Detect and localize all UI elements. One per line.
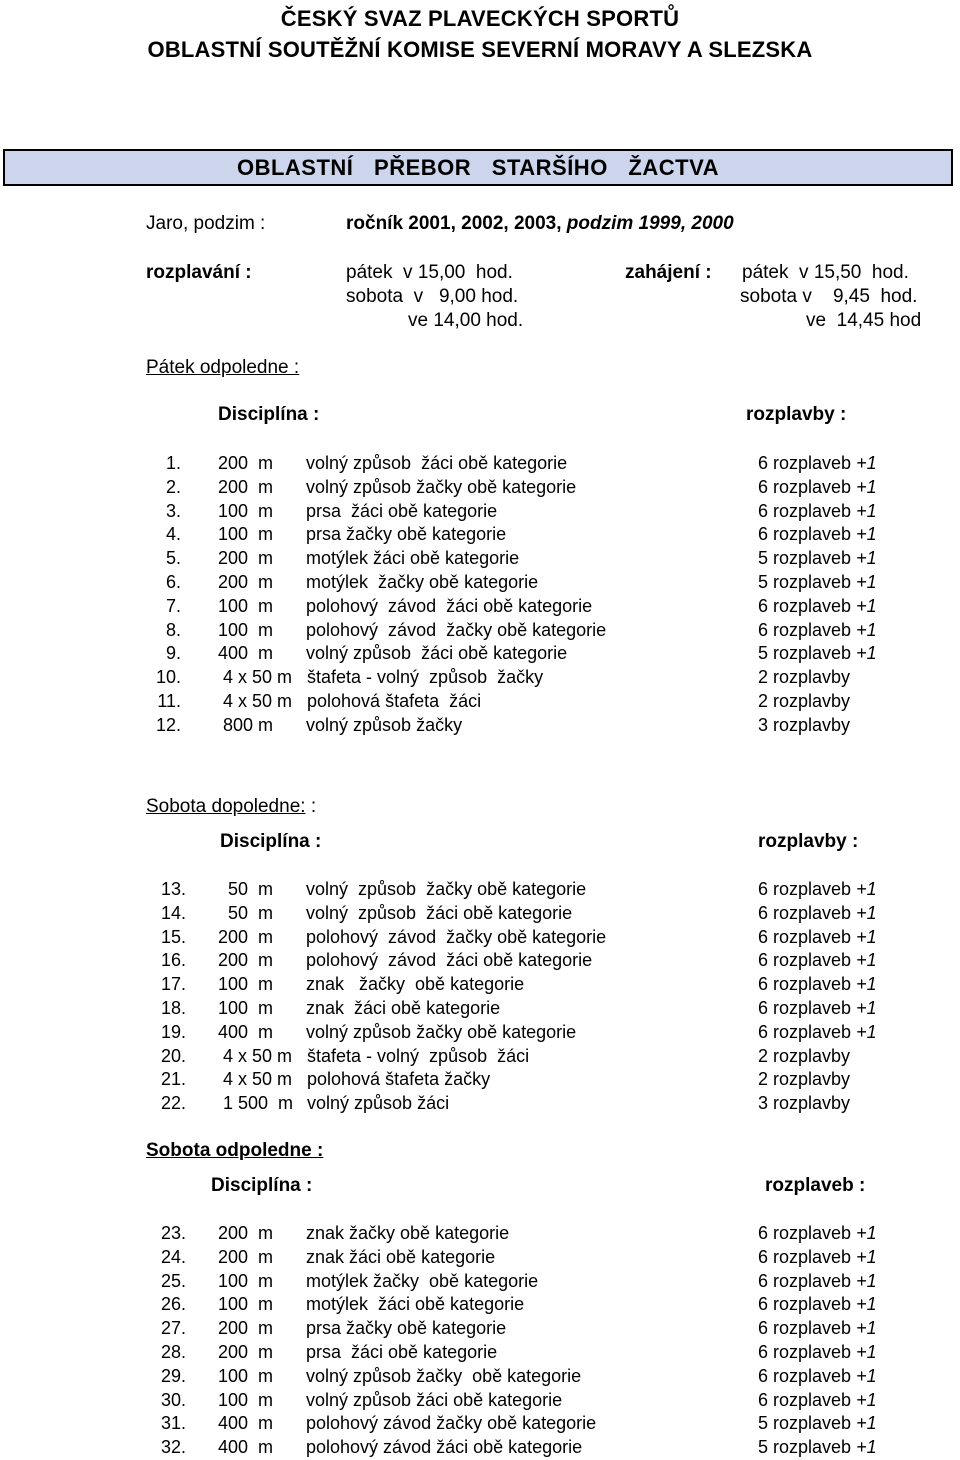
event-name: volný způsob žačky obě kategorie [306, 1021, 577, 1042]
event-heats [758, 522, 877, 546]
event-heats [758, 1020, 877, 1044]
heats-count: 2 rozplavby [758, 691, 851, 711]
event-heats [758, 1221, 877, 1245]
saturday-am-section-colon: : [305, 796, 317, 817]
event-name: volný způsob žáci obě kategorie [306, 453, 568, 473]
event-row [0, 996, 960, 1020]
heats-extra: +1 [851, 595, 877, 616]
event-row [0, 1340, 960, 1364]
event-heats [758, 689, 850, 713]
heats-count: 6 rozplaveb [758, 1365, 852, 1386]
heats-count: 2 rozplavby [758, 1069, 851, 1090]
event-heats [758, 1245, 877, 1269]
event-number: 29. [160, 1365, 186, 1386]
heats-extra: +1 [851, 1270, 877, 1291]
event-number: 12. [155, 714, 181, 735]
event-distance: 4 x 50 m [218, 667, 293, 688]
event-distance: 200 m [218, 1246, 274, 1267]
heats-count: 6 rozplaveb [758, 1223, 852, 1243]
event-name: volný způsob žačky obě kategorie [306, 1365, 582, 1386]
event-distance: 200 m [218, 572, 274, 592]
heats-count: 3 rozplavby [758, 1093, 851, 1114]
event-number: 17. [160, 974, 186, 995]
heats-count: 5 rozplaveb [758, 572, 852, 592]
saturday-am-section [146, 796, 316, 818]
event-name: motýlek žáci obě kategorie [306, 1294, 525, 1315]
event-name: polohový závod žáci obě kategorie [306, 595, 593, 616]
heats-extra: +1 [851, 476, 877, 497]
start-saturday: sobota v 9,45 hod. [740, 286, 918, 307]
event-distance: 200 m [218, 1318, 274, 1339]
event-row [0, 689, 960, 713]
event-name: polohová štafeta žáci [307, 691, 482, 711]
start-friday: pátek v 15,50 hod. [742, 262, 909, 283]
event-distance: 200 m [218, 950, 274, 971]
heats-count: 6 rozplaveb [758, 1342, 852, 1362]
heats-count: 6 rozplaveb [758, 1246, 852, 1267]
event-heats [758, 1411, 877, 1435]
event-heats [758, 1269, 877, 1293]
heats-count: 6 rozplaveb [758, 974, 852, 995]
heats-extra: +1 [851, 572, 877, 592]
vintage-value [346, 213, 734, 235]
event-heats [758, 877, 877, 901]
event-row [0, 475, 960, 499]
heats-count: 6 rozplaveb [758, 950, 852, 971]
event-heats [758, 1364, 877, 1388]
event-number: 8. [165, 619, 181, 640]
event-number: 31. [160, 1413, 186, 1434]
saturday-pm-col-discipline: Disciplína : [211, 1175, 313, 1196]
event-distance: 200 m [218, 476, 274, 497]
event-number: 6. [165, 572, 181, 592]
friday-col-discipline: Disciplína : [218, 404, 320, 425]
event-distance: 100 m [218, 974, 274, 995]
heats-extra: +1 [851, 1021, 877, 1042]
event-row [0, 1091, 960, 1115]
event-row [0, 499, 960, 523]
heats-extra: +1 [851, 974, 877, 995]
event-heats [758, 1091, 850, 1115]
event-name: motýlek žáci obě kategorie [306, 548, 520, 569]
event-name: znak žáci obě kategorie [306, 998, 501, 1018]
event-heats [758, 451, 877, 475]
heats-extra: +1 [851, 524, 877, 545]
event-heats [758, 1388, 877, 1412]
heats-count: 6 rozplaveb [758, 524, 852, 545]
event-number: 11. [157, 691, 181, 711]
event-name: znak žáci obě kategorie [306, 1246, 496, 1267]
event-row [0, 641, 960, 665]
event-name: prsa žáci obě kategorie [306, 1342, 498, 1362]
friday-section-title: Pátek odpoledne : [146, 357, 300, 378]
event-distance: 100 m [218, 998, 274, 1018]
event-number: 23. [160, 1223, 186, 1243]
event-name: prsa žačky obě kategorie [306, 524, 507, 545]
heats-extra: +1 [851, 1413, 877, 1434]
event-name: volný způsob žáci [307, 1093, 450, 1114]
heats-count: 6 rozplaveb [758, 1021, 852, 1042]
event-name: motýlek žačky obě kategorie [306, 572, 539, 592]
heats-count: 2 rozplavby [758, 1045, 851, 1066]
vintage-autumn: podzim 1999, 2000 [566, 213, 734, 234]
event-row [0, 570, 960, 594]
event-row [0, 546, 960, 570]
championship-banner [3, 149, 953, 186]
event-row [0, 972, 960, 996]
heats-count: 3 rozplavby [758, 714, 851, 735]
heats-count: 5 rozplaveb [758, 548, 852, 569]
heats-extra: +1 [851, 548, 877, 569]
heats-count: 6 rozplaveb [758, 1389, 852, 1410]
event-heats [758, 925, 877, 949]
event-distance: 400 m [218, 1021, 274, 1042]
friday-col-heats: rozplavby : [746, 404, 847, 425]
saturday-am-section-title: Sobota dopoledne: [146, 796, 306, 817]
event-number: 13. [160, 879, 186, 899]
event-heats [758, 594, 877, 618]
event-heats [758, 1340, 877, 1364]
event-distance: 100 m [218, 619, 274, 640]
heats-extra: +1 [851, 902, 877, 923]
event-row [0, 948, 960, 972]
event-name: znak žačky obě kategorie [306, 1223, 510, 1243]
heats-extra: +1 [851, 500, 877, 521]
event-distance: 200 m [218, 1342, 274, 1362]
event-distance: 800 m [218, 714, 274, 735]
event-name: volný způsob žáci obě kategorie [306, 902, 573, 923]
saturday-pm-col-heats: rozplaveb : [765, 1175, 866, 1196]
federation-title: ČESKÝ SVAZ PLAVECKÝCH SPORTŮ [280, 6, 680, 31]
event-distance: 100 m [218, 1270, 274, 1291]
heats-extra: +1 [851, 879, 877, 899]
championship-title: OBLASTNÍ PŘEBOR STARŠÍHO ŽACTVA [236, 155, 720, 180]
heats-extra: +1 [851, 1389, 877, 1410]
event-heats [758, 1067, 850, 1091]
heats-extra: +1 [851, 1223, 877, 1243]
event-number: 3. [165, 500, 181, 521]
heats-count: 6 rozplaveb [758, 1270, 852, 1291]
heats-count: 6 rozplaveb [758, 595, 852, 616]
heats-extra: +1 [851, 1342, 877, 1362]
vintage-label: Jaro, podzim : [146, 213, 266, 234]
event-row [0, 1067, 960, 1091]
event-number: 22. [160, 1093, 186, 1114]
event-heats [758, 972, 877, 996]
event-number: 24. [160, 1246, 186, 1267]
event-name: motýlek žačky obě kategorie [306, 1270, 539, 1291]
event-number: 28. [160, 1342, 186, 1362]
event-distance: 100 m [218, 524, 274, 545]
heats-count: 6 rozplaveb [758, 619, 852, 640]
heats-extra: +1 [851, 619, 877, 640]
heats-extra: +1 [851, 998, 877, 1018]
event-heats [758, 948, 877, 972]
heats-count: 6 rozplaveb [758, 926, 852, 947]
vintage-years: ročník 2001, 2002, 2003, [346, 213, 562, 234]
event-heats [758, 570, 877, 594]
event-distance: 200 m [218, 1223, 274, 1243]
event-row [0, 451, 960, 475]
event-distance: 100 m [218, 500, 274, 521]
event-number: 32. [160, 1437, 186, 1458]
event-row [0, 1435, 960, 1459]
event-distance: 400 m [218, 643, 274, 664]
event-heats [758, 499, 877, 523]
saturday-am-col-heats: rozplavby : [758, 831, 859, 852]
heats-count: 6 rozplaveb [758, 500, 852, 521]
event-distance: 400 m [218, 1413, 274, 1434]
event-heats [758, 1044, 850, 1068]
heats-count: 6 rozplaveb [758, 1318, 852, 1339]
heats-extra: +1 [851, 1437, 877, 1458]
heats-extra: +1 [851, 1318, 877, 1339]
event-distance: 200 m [218, 926, 274, 947]
committee-title: OBLASTNÍ SOUTĚŽNÍ KOMISE SEVERNÍ MORAVY A SLEZSKA [147, 37, 813, 62]
heats-extra: +1 [851, 926, 877, 947]
event-name: polohový závod žačky obě kategorie [306, 926, 607, 947]
event-number: 30. [160, 1389, 186, 1410]
heats-count: 5 rozplaveb [758, 643, 852, 664]
event-row [0, 1245, 960, 1269]
event-name: štafeta - volný způsob žačky [307, 667, 544, 688]
heats-extra: +1 [851, 1365, 877, 1386]
event-number: 20. [160, 1045, 186, 1066]
event-name: prsa žačky obě kategorie [306, 1318, 507, 1339]
event-heats [758, 1316, 877, 1340]
event-name: polohová štafeta žačky [307, 1069, 491, 1090]
event-row [0, 1269, 960, 1293]
event-row [0, 1221, 960, 1245]
event-row [0, 1411, 960, 1435]
event-name: štafeta - volný způsob žáci [307, 1045, 530, 1066]
saturday-pm-section-title: Sobota odpoledne : [146, 1140, 324, 1161]
event-heats [758, 901, 877, 925]
event-distance: 100 m [218, 1294, 274, 1315]
start-afternoon: ve 14,45 hod [806, 310, 922, 331]
event-heats [758, 618, 877, 642]
event-heats [758, 1435, 877, 1459]
event-distance: 200 m [218, 548, 274, 569]
event-name: volný způsob žačky [306, 714, 463, 735]
event-heats [758, 641, 877, 665]
heats-count: 6 rozplaveb [758, 879, 852, 899]
event-name: polohový závod žáci obě kategorie [306, 950, 593, 971]
event-distance: 4 x 50 m [218, 1045, 293, 1066]
event-distance: 4 x 50 m [218, 1069, 293, 1090]
event-number: 15. [160, 926, 186, 947]
event-number: 18. [160, 998, 186, 1018]
event-number: 21. [160, 1069, 186, 1090]
event-row [0, 925, 960, 949]
event-row [0, 1044, 960, 1068]
warmup-friday: pátek v 15,00 hod. [346, 262, 513, 283]
event-row [0, 1364, 960, 1388]
event-distance: 100 m [218, 1365, 274, 1386]
event-number: 5. [165, 548, 181, 569]
event-distance: 1 500 m [218, 1093, 294, 1114]
event-number: 19. [160, 1021, 186, 1042]
event-distance: 400 m [218, 1437, 274, 1458]
heats-extra: +1 [851, 1294, 877, 1315]
event-name: volný způsob žáci obě kategorie [306, 643, 568, 664]
heats-extra: +1 [851, 1246, 877, 1267]
event-row [0, 1020, 960, 1044]
event-number: 25. [160, 1270, 186, 1291]
event-row [0, 1292, 960, 1316]
heats-extra: +1 [851, 453, 877, 473]
warmup-saturday: sobota v 9,00 hod. [346, 286, 519, 307]
event-row [0, 877, 960, 901]
event-heats [758, 546, 877, 570]
event-heats [758, 1292, 877, 1316]
event-number: 26. [160, 1294, 186, 1315]
event-number: 10. [155, 667, 181, 688]
event-row [0, 618, 960, 642]
event-name: volný způsob žáci obě kategorie [306, 1389, 563, 1410]
event-row [0, 665, 960, 689]
event-row [0, 1316, 960, 1340]
heats-count: 5 rozplaveb [758, 1437, 852, 1458]
event-distance: 50 m [218, 879, 274, 899]
event-name: prsa žáci obě kategorie [306, 500, 498, 521]
event-name: znak žačky obě kategorie [306, 974, 525, 995]
heats-count: 6 rozplaveb [758, 453, 852, 473]
heats-count: 6 rozplaveb [758, 902, 852, 923]
event-distance: 50 m [218, 902, 274, 923]
event-number: 9. [165, 643, 181, 664]
event-name: polohový závod žačky obě kategorie [306, 619, 607, 640]
saturday-am-col-discipline: Disciplína : [220, 831, 322, 852]
event-row [0, 594, 960, 618]
event-distance: 100 m [218, 595, 274, 616]
event-number: 4. [165, 524, 181, 545]
warmup-afternoon: ve 14,00 hod. [408, 310, 524, 331]
event-row [0, 522, 960, 546]
event-heats [758, 665, 850, 689]
start-label: zahájení : [625, 262, 712, 283]
event-name: polohový závod žáci obě kategorie [306, 1437, 583, 1458]
event-name: polohový závod žačky obě kategorie [306, 1413, 597, 1434]
warmup-label: rozplavání : [146, 262, 252, 283]
heats-extra: +1 [851, 643, 877, 664]
event-distance: 4 x 50 m [218, 691, 293, 711]
event-number: 1. [165, 453, 181, 473]
heats-count: 6 rozplaveb [758, 1294, 852, 1315]
event-number: 2. [165, 476, 181, 497]
heats-count: 6 rozplaveb [758, 998, 852, 1018]
event-heats [758, 713, 850, 737]
event-distance: 100 m [218, 1389, 274, 1410]
event-number: 27. [160, 1318, 186, 1339]
event-heats [758, 996, 877, 1020]
event-name: volný způsob žačky obě kategorie [306, 879, 587, 899]
event-row [0, 901, 960, 925]
event-number: 14. [160, 902, 186, 923]
event-row [0, 1388, 960, 1412]
event-number: 7. [165, 595, 181, 616]
heats-extra: +1 [851, 950, 877, 971]
event-name: volný způsob žačky obě kategorie [306, 476, 577, 497]
event-heats [758, 475, 877, 499]
heats-count: 6 rozplaveb [758, 476, 852, 497]
event-number: 16. [160, 950, 186, 971]
event-distance: 200 m [218, 453, 274, 473]
heats-count: 2 rozplavby [758, 667, 851, 688]
event-row [0, 713, 960, 737]
heats-count: 5 rozplaveb [758, 1413, 852, 1434]
